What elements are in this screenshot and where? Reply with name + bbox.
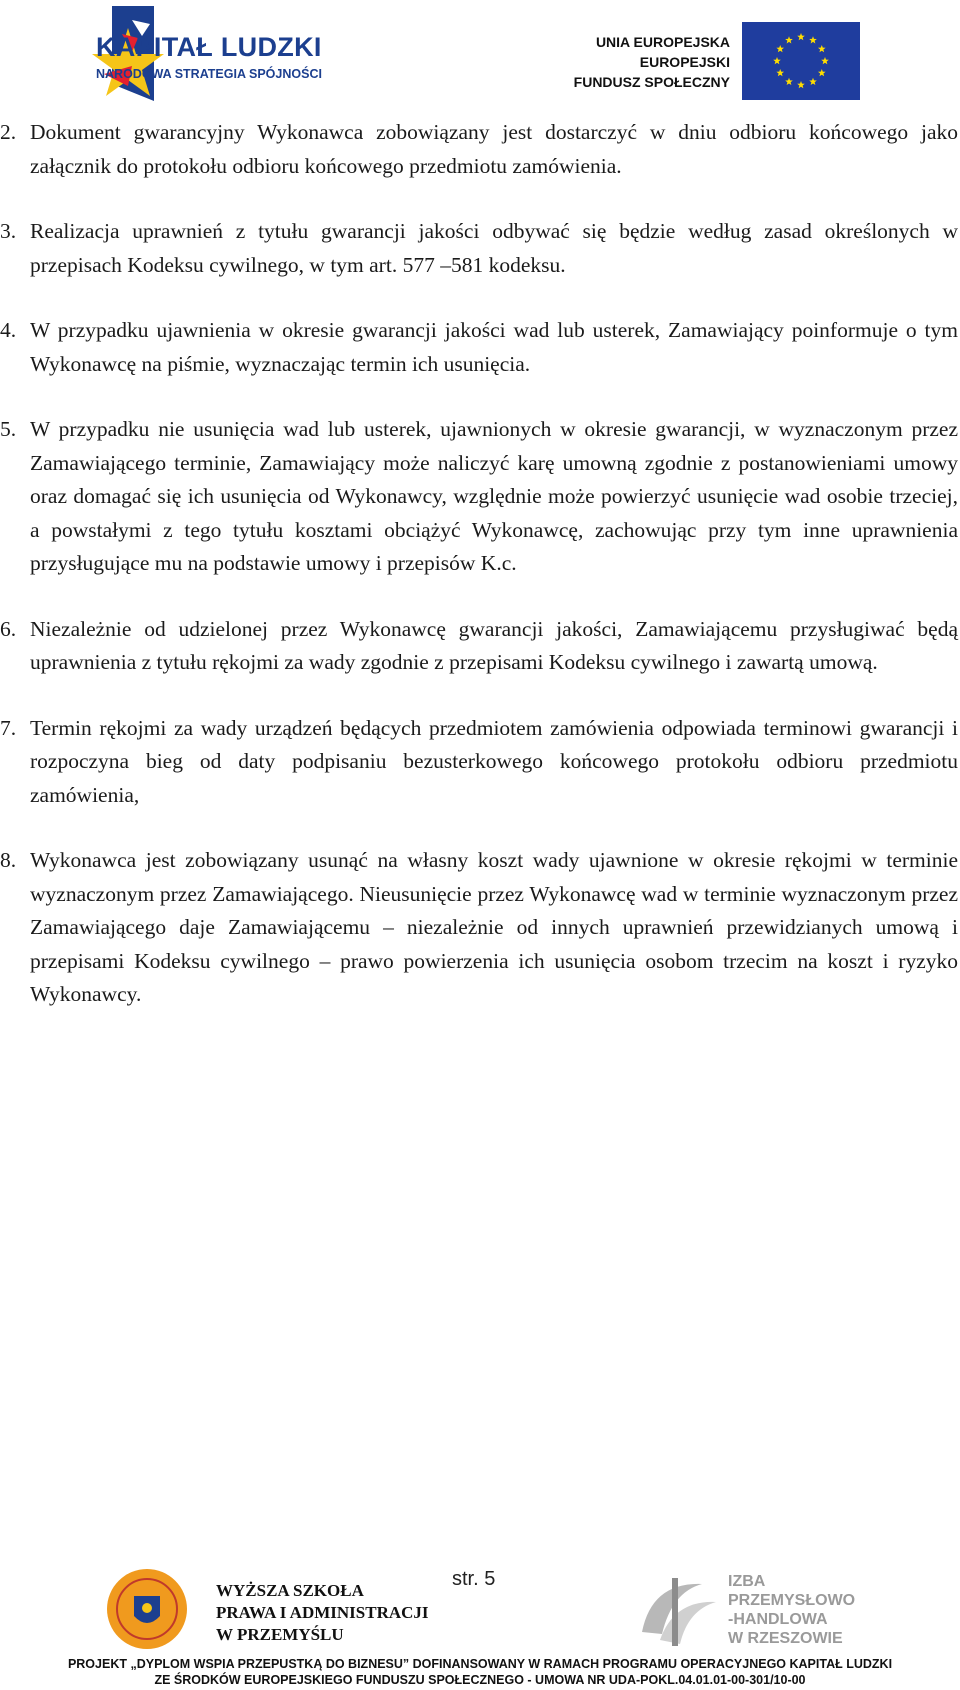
list-item: [0, 116, 958, 183]
school-line-2: PRAWA I ADMINISTRACJI: [216, 1603, 429, 1622]
page-number: str. 5: [452, 1568, 496, 1590]
school-line-3: W PRZEMYŚLU: [216, 1625, 344, 1644]
project-line-2: ZE ŚRODKÓW EUROPEJSKIEGO FUNDUSZU SPOŁECZNEGO - UMOWA NR UDA-POKL.04.01.01-00-301/10-00: [154, 1673, 806, 1687]
eu-line-2: EUROPEJSKI: [639, 54, 730, 70]
chamber-line-4: W RZESZOWIE: [728, 1630, 843, 1647]
eu-flag-icon: [742, 22, 860, 100]
item-text: Dokument gwarancyjny Wykonawca zobowiązany jest dostarczyć w dniu odbioru końcowego jako załącznik do protokołu odbioru końcowego przedmiotu zamówienia.: [30, 120, 958, 178]
chamber-line-3: -HANDLOWA: [728, 1611, 828, 1628]
list-item: [0, 215, 958, 282]
item-number: 2.: [0, 120, 17, 144]
item-text: W przypadku nie usunięcia wad lub usterek, ujawnionych w okresie gwarancji, w wyznaczonym przez Zamawiającego terminie, Zamawiający może naliczyć karę umowną zgodnie z postanowieniami umowy oraz domagać się ich usunięcia od Wykonawcy, względnie może powierzyć usunięcie wad osobie trzeciej, a powstałymi z tego tytułu kosztami obciążyć Wykonawcę, zachowując przy tym inne uprawnienia przysługujące mu na podstawie umowy i przepisów K.c.: [30, 417, 958, 575]
school-name: [216, 1580, 429, 1646]
item-number: 3.: [0, 219, 17, 243]
chamber-name: [728, 1572, 855, 1648]
school-line-1: WYŻSZA SZKOŁA: [216, 1581, 364, 1600]
eu-line-1: UNIA EUROPEJSKA: [595, 34, 730, 50]
eu-logo: [560, 22, 860, 102]
kapital-ludzki-title: KAPITAŁ LUDZKI: [96, 32, 322, 62]
document-body: [0, 116, 958, 1044]
list-item: [0, 314, 958, 381]
chamber-line-1: IZBA: [728, 1573, 766, 1590]
item-text: Niezależnie od udzielonej przez Wykonawcę gwarancji jakości, Zamawiającemu przysługiwać będą uprawnienia z tytułu rękojmi za wady zgodnie z przepisami Kodeksu cywilnego i zawartą umową.: [30, 616, 958, 674]
item-text: W przypadku ujawnienia w okresie gwarancji jakości wad lub usterek, Zamawiający poinformuje o tym Wykonawcę na piśmie, wyznaczając termin ich usunięcia.: [30, 318, 958, 376]
project-line-1: PROJEKT „DYPLOM WSPIA PRZEPUSTKĄ DO BIZNESU” DOFINANSOWANY W RAMACH PROGRAMU OPERACYJNEGO KAPITAŁ LUDZKI: [67, 1657, 893, 1671]
list-item: [0, 844, 958, 1012]
item-number: 4.: [0, 318, 17, 342]
school-seal-icon: [106, 1568, 188, 1650]
chamber-logo-icon: [632, 1572, 722, 1652]
chamber-line-2: PRZEMYSŁOWO: [728, 1592, 856, 1609]
kapital-ludzki-subtitle: NARODOWA STRATEGIA SPÓJNOŚCI: [96, 67, 322, 81]
item-number: 5.: [0, 417, 17, 441]
item-number: 8.: [0, 848, 17, 872]
page-header: [0, 0, 960, 110]
list-item: [0, 712, 958, 813]
eu-line-3: FUNDUSZ SPOŁECZNY: [573, 74, 730, 90]
list-item: [0, 613, 958, 680]
item-number: 7.: [0, 715, 17, 740]
item-text: Realizacja uprawnień z tytułu gwarancji jakości odbywać się będzie według zasad określonych w przepisach Kodeksu cywilnego, w tym art. 577 –581 kodeksu.: [30, 219, 958, 277]
item-number: 6.: [0, 616, 17, 641]
item-text: Termin rękojmi za wady urządzeń będących przedmiotem zamówienia odpowiada terminowi gwarancji i rozpoczyna bieg od daty podpisaniu bezusterkowego końcowego protokołu odbioru przedmiotu zamówienia,: [30, 715, 958, 807]
project-footer: [0, 1656, 960, 1688]
list-item: [0, 413, 958, 581]
item-text: Wykonawca jest zobowiązany usunąć na własny koszt wady ujawnione w okresie rękojmi w terminie wyznaczonym przez Zamawiającego. Nieusunięcie przez Wykonawcę wad w terminie wyznaczonym przez Zamawiającego daje Zamawiającemu – niezależnie od innych uprawnień przewidzianych umową i przepisami Kodeksu cywilnego – prawo powierzenia ich usunięcia osobom trzecim na koszt i ryzyko Wykonawcy.: [30, 848, 958, 1006]
